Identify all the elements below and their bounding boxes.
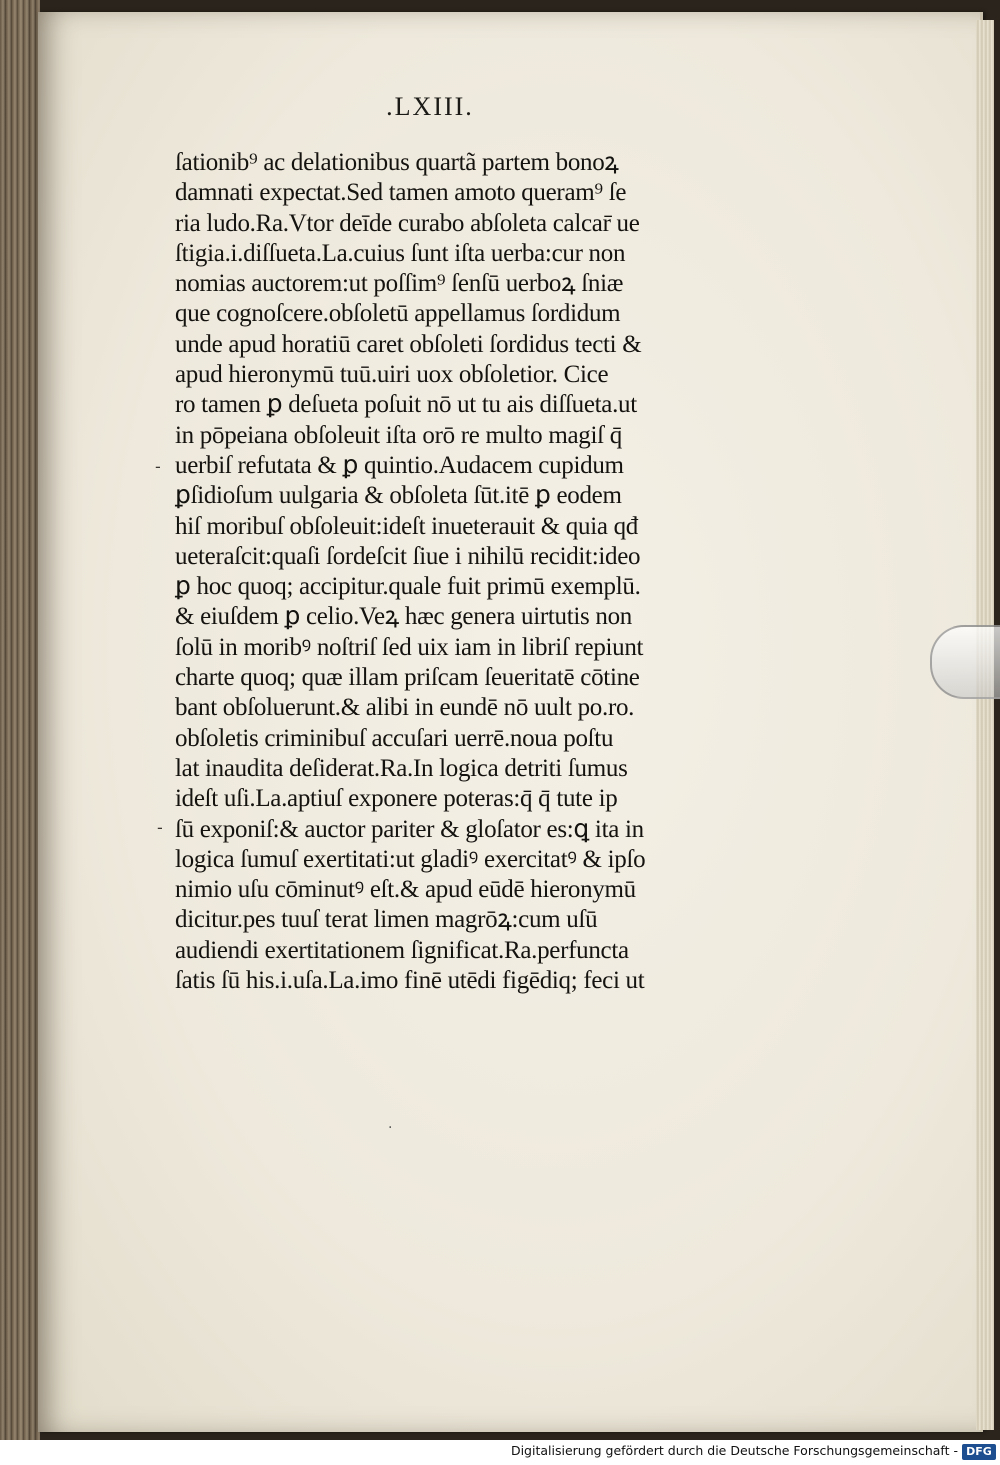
text-line: lat inaudita deſiderat.Ra.In logica detriti ſumus (175, 754, 628, 782)
text-line: ſtigia.i.diſſueta.La.cuius ſunt iſta uerba:cur non (175, 239, 626, 267)
text-block (175, 148, 735, 996)
text-line: ria ludo.Ra.Vtor deīde curabo abſoleta calcar̄ ue (175, 209, 640, 237)
margin-mark: - (155, 457, 161, 476)
text-line: obſoletis criminibuſ accuſari uerrē.noua poſtu (175, 724, 614, 752)
margin-mark: - (157, 818, 163, 837)
text-line: damnati expectat.Sed tamen amoto queram⁹ ſe (175, 179, 627, 207)
text-line: ſationib⁹ ac delationibus quartã partem bonoꝝ (175, 149, 619, 176)
text-line: audiendi exertitationem ſignificat.Ra.perfuncta (175, 936, 629, 964)
text-line: ꝑ hoc quoq; accipitur.quale fuit primū exemplū. (175, 573, 641, 601)
text-line: unde apud horatiū caret obſoleti ſordidus tecti & (175, 330, 642, 358)
text-line: nimio uſu cōminutꝰ eſt.& apud eūdē hieronymū (175, 876, 636, 904)
text-line: bant obſoluerunt.& alibi in eundē nō uult po.ro. (175, 694, 635, 722)
dfg-logo-icon: DFG (962, 1444, 996, 1460)
text-line: nomias auctorem:ut poſſim⁹ ſenſū uerboꝝ ſniæ (175, 270, 624, 298)
page-clip (930, 625, 1000, 699)
text-line: dicitur.pes tuuſ terat limen magrōꝝ:cum uſū (175, 906, 598, 934)
text-line: ſatis ſū his.i.uſa.La.imo finē utēdi figēdiq; feci ut (175, 967, 645, 995)
footer-bar (0, 1440, 1000, 1465)
text-line: ueteraſcit:quaſi ſordeſcit ſiue i nihilū recidit:ideo (175, 542, 641, 570)
page-stack-edge (976, 20, 994, 1430)
text-line: logica ſumuſ exertitati:ut gladiꝰ exercitatꝰ & ipſo (175, 845, 646, 873)
text-line: ro tamen ꝑ deſueta poſuit nō ut tu ais diſſueta.ut (175, 391, 637, 419)
text-line: & eiuſdem ꝑ celio.Veꝝ hæc genera uirtutis non (175, 603, 632, 631)
text-line: que cognoſcere.obſoletū appellamus ſordidum (175, 300, 621, 328)
facing-page-edge (0, 0, 40, 1440)
ink-speck: · (388, 1120, 393, 1136)
text-line: ꝑſidioſum uulgaria & obſoleta ſūt.itē ꝑ eodem (175, 482, 622, 510)
folio-number: .LXIII. (386, 92, 474, 121)
text-line: hiſ moribuſ obſoleuit:ideſt inueterauit & quia qđ (175, 512, 638, 540)
text-line: charte quoq; quæ illam priſcam ſeueritatē cōtine (175, 664, 640, 692)
footer-credit: Digitalisierung gefördert durch die Deutsche Forschungsgemeinschaft - (510, 1443, 958, 1458)
text-line: ideſt uſi.La.aptiuſ exponere poteras:q̄ q̄ tute ip (175, 785, 618, 813)
text-line: uerbiſ refutata & ꝑ quintio.Audacem cupidum (175, 451, 624, 479)
text-line: apud hieronymū tuū.uiri uox obſoletior. Cice (175, 361, 609, 389)
text-line: in pōpeiana obſoleuit iſta orō re multo magiſ q̄ (175, 421, 622, 449)
text-line: ſū exponiſ:& auctor pariter & gloſator es:ꝗ ita in (175, 815, 644, 843)
text-line: ſolū in moribꝰ noſtriſ ſed uix iam in libriſ repiunt (175, 633, 644, 661)
